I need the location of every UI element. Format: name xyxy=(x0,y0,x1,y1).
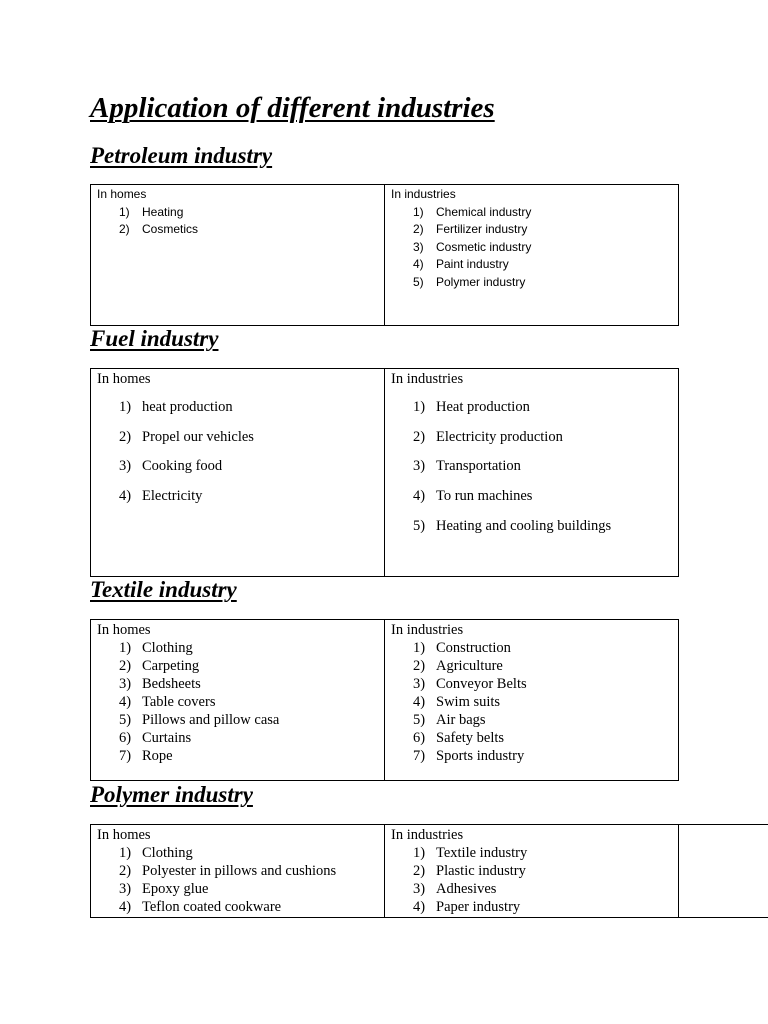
table-fuel xyxy=(90,368,679,577)
industries-label: In industries xyxy=(391,371,464,387)
list-item: 3) Transportation xyxy=(413,458,521,475)
list-item: 2) Cosmetics xyxy=(119,222,199,236)
homes-cell xyxy=(91,369,385,577)
list-item: 4) Swim suits xyxy=(413,694,501,710)
list-item: 2) Plastic industry xyxy=(413,863,526,879)
industries-list xyxy=(391,639,672,765)
industries-cell xyxy=(385,185,679,326)
homes-list xyxy=(97,844,378,916)
list-item: 3) Cooking food xyxy=(119,458,223,475)
section-heading-polymer: Polymer industry xyxy=(90,782,253,807)
list-item: 3) Bedsheets xyxy=(119,676,201,692)
homes-label: In homes xyxy=(97,371,151,387)
list-item: 1) Textile industry xyxy=(413,845,528,861)
list-item: 7) Sports industry xyxy=(413,748,525,764)
industries-label: In industries xyxy=(391,622,464,638)
list-item: 7) Rope xyxy=(119,748,173,764)
homes-cell xyxy=(91,825,385,918)
list-item: 3) Epoxy glue xyxy=(119,881,209,897)
section-heading-petroleum: Petroleum industry xyxy=(90,143,273,168)
homes-list xyxy=(97,639,378,765)
list-item: 5) Polymer industry xyxy=(413,274,526,289)
homes-cell xyxy=(91,620,385,781)
section-heading-fuel: Fuel industry xyxy=(90,326,219,351)
industries-cell xyxy=(385,825,679,918)
list-item: 3) Cosmetic industry xyxy=(413,239,532,254)
list-item: 4) Paper industry xyxy=(413,899,521,915)
list-item: 4) To run machines xyxy=(413,488,533,505)
list-item: 5) Air bags xyxy=(413,712,486,728)
industries-label: In industries xyxy=(391,187,456,201)
list-item: 6) Safety belts xyxy=(413,730,505,746)
list-item: 2) Carpeting xyxy=(119,658,200,674)
list-item: 2) Agriculture xyxy=(413,658,503,674)
list-item: 4) Teflon coated cookware xyxy=(119,899,282,915)
list-item: 1) Clothing xyxy=(119,845,193,861)
homes-list xyxy=(97,204,378,239)
list-item: 2) Polyester in pillows and cushions xyxy=(119,863,337,879)
list-item: 1) heat production xyxy=(119,399,233,415)
homes-cell xyxy=(91,185,385,326)
page-title: Application of different industries xyxy=(90,92,495,124)
list-item: 1) Heating xyxy=(119,204,184,219)
empty-cell xyxy=(679,825,768,918)
list-item: 5) Pillows and pillow casa xyxy=(119,712,280,728)
list-item: 3) Adhesives xyxy=(413,881,497,897)
homes-label: In homes xyxy=(97,827,151,843)
industries-label: In industries xyxy=(391,827,464,843)
homes-list xyxy=(97,398,378,505)
list-item: 1) Construction xyxy=(413,640,511,656)
list-item: 4) Paint industry xyxy=(413,257,509,271)
industries-list xyxy=(391,398,672,535)
list-item: 3) Conveyor Belts xyxy=(413,676,527,692)
list-item: 1) Chemical industry xyxy=(413,204,532,219)
list-item: 2) Electricity production xyxy=(413,428,563,445)
industries-cell xyxy=(385,620,679,781)
list-item: 2) Propel our vehicles xyxy=(119,428,254,445)
table-textile xyxy=(90,619,679,781)
homes-label: In homes xyxy=(97,187,147,201)
industries-list xyxy=(391,204,672,292)
list-item: 6) Curtains xyxy=(119,730,192,746)
list-item: 4) Electricity xyxy=(119,488,203,505)
industries-list xyxy=(391,844,672,916)
list-item: 1) Clothing xyxy=(119,640,193,656)
homes-label: In homes xyxy=(97,622,151,638)
list-item: 5) Heating and cooling buildings xyxy=(413,517,612,534)
list-item: 1) Heat production xyxy=(413,399,530,415)
industries-cell xyxy=(385,369,679,577)
section-heading-textile: Textile industry xyxy=(90,577,237,602)
list-item: 2) Fertilizer industry xyxy=(413,222,528,236)
table-petroleum xyxy=(90,184,679,326)
table-polymer xyxy=(90,824,768,918)
list-item: 4) Table covers xyxy=(119,694,216,710)
